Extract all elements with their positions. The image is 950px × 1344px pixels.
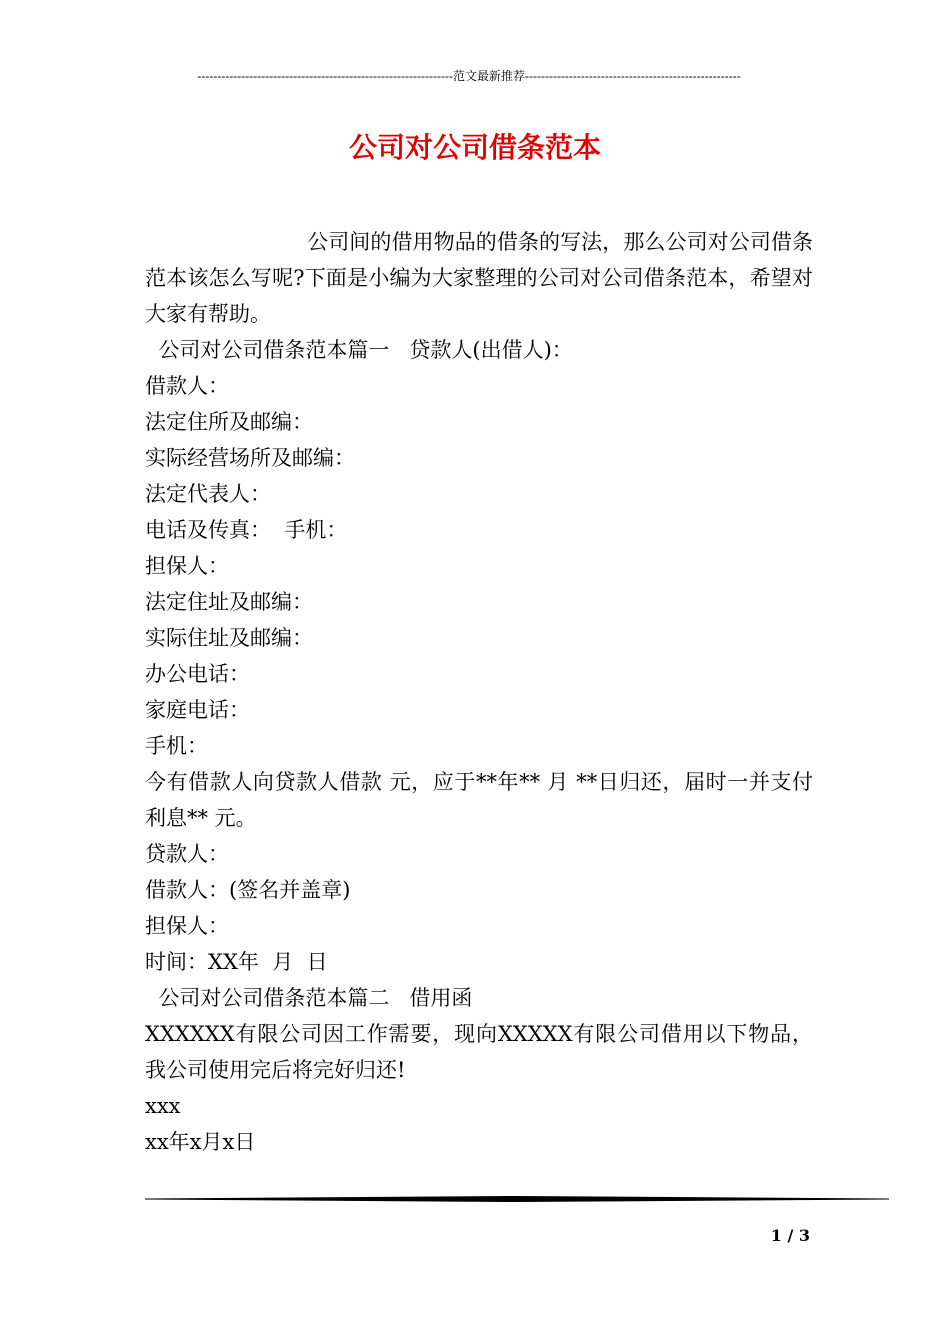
date-line: xx年x月x日 [145, 1130, 256, 1154]
field-line: 实际经营场所及邮编： [145, 446, 355, 470]
field-line: 手机： [145, 734, 208, 758]
field-line: 办公电话： [145, 662, 250, 686]
field-line: 贷款人： [145, 842, 229, 866]
field-line: 借款人：(签名并盖章) [145, 878, 351, 902]
document-body [145, 224, 813, 1160]
page-number: 1 / 3 [770, 1226, 810, 1245]
borrow-letter-paragraph: XXXXXX有限公司因工作需要，现向XXXXX有限公司借用以下物品，我公司使用完后将完好归还! [145, 1022, 813, 1082]
section-heading-1: 公司对公司借条范本篇一 贷款人(出借人)： [145, 338, 573, 362]
loan-statement: 今有借款人向贷款人借款 元，应于**年** 月 **日归还，届时一并支付利息** 元。 [145, 770, 813, 830]
footer-rule [145, 1196, 889, 1202]
field-line: 时间：XX年 月 日 [145, 950, 328, 974]
intro-paragraph: 公司间的借用物品的借条的写法，那么公司对公司借条范本该怎么写呢?下面是小编为大家整理的公司对公司借条范本，希望对大家有帮助。 [145, 230, 813, 326]
field-line: 法定代表人： [145, 482, 271, 506]
signature-line: xxx [145, 1094, 181, 1118]
field-line: 担保人： [145, 554, 229, 578]
field-line: 电话及传真： 手机： [145, 518, 348, 542]
field-line: 家庭电话： [145, 698, 250, 722]
section-heading-2: 公司对公司借条范本篇二 借用函 [145, 986, 473, 1010]
field-line: 借款人： [145, 374, 229, 398]
document-title: 公司对公司借条范本 [348, 131, 601, 164]
field-line: 实际住址及邮编： [145, 626, 313, 650]
page-header: ----------------------------------------------------------------范文最新推荐------------------------------------------------------ [197, 69, 741, 83]
field-line: 法定住所及邮编： [145, 410, 313, 434]
field-line: 法定住址及邮编： [145, 590, 313, 614]
field-line: 担保人： [145, 914, 229, 938]
